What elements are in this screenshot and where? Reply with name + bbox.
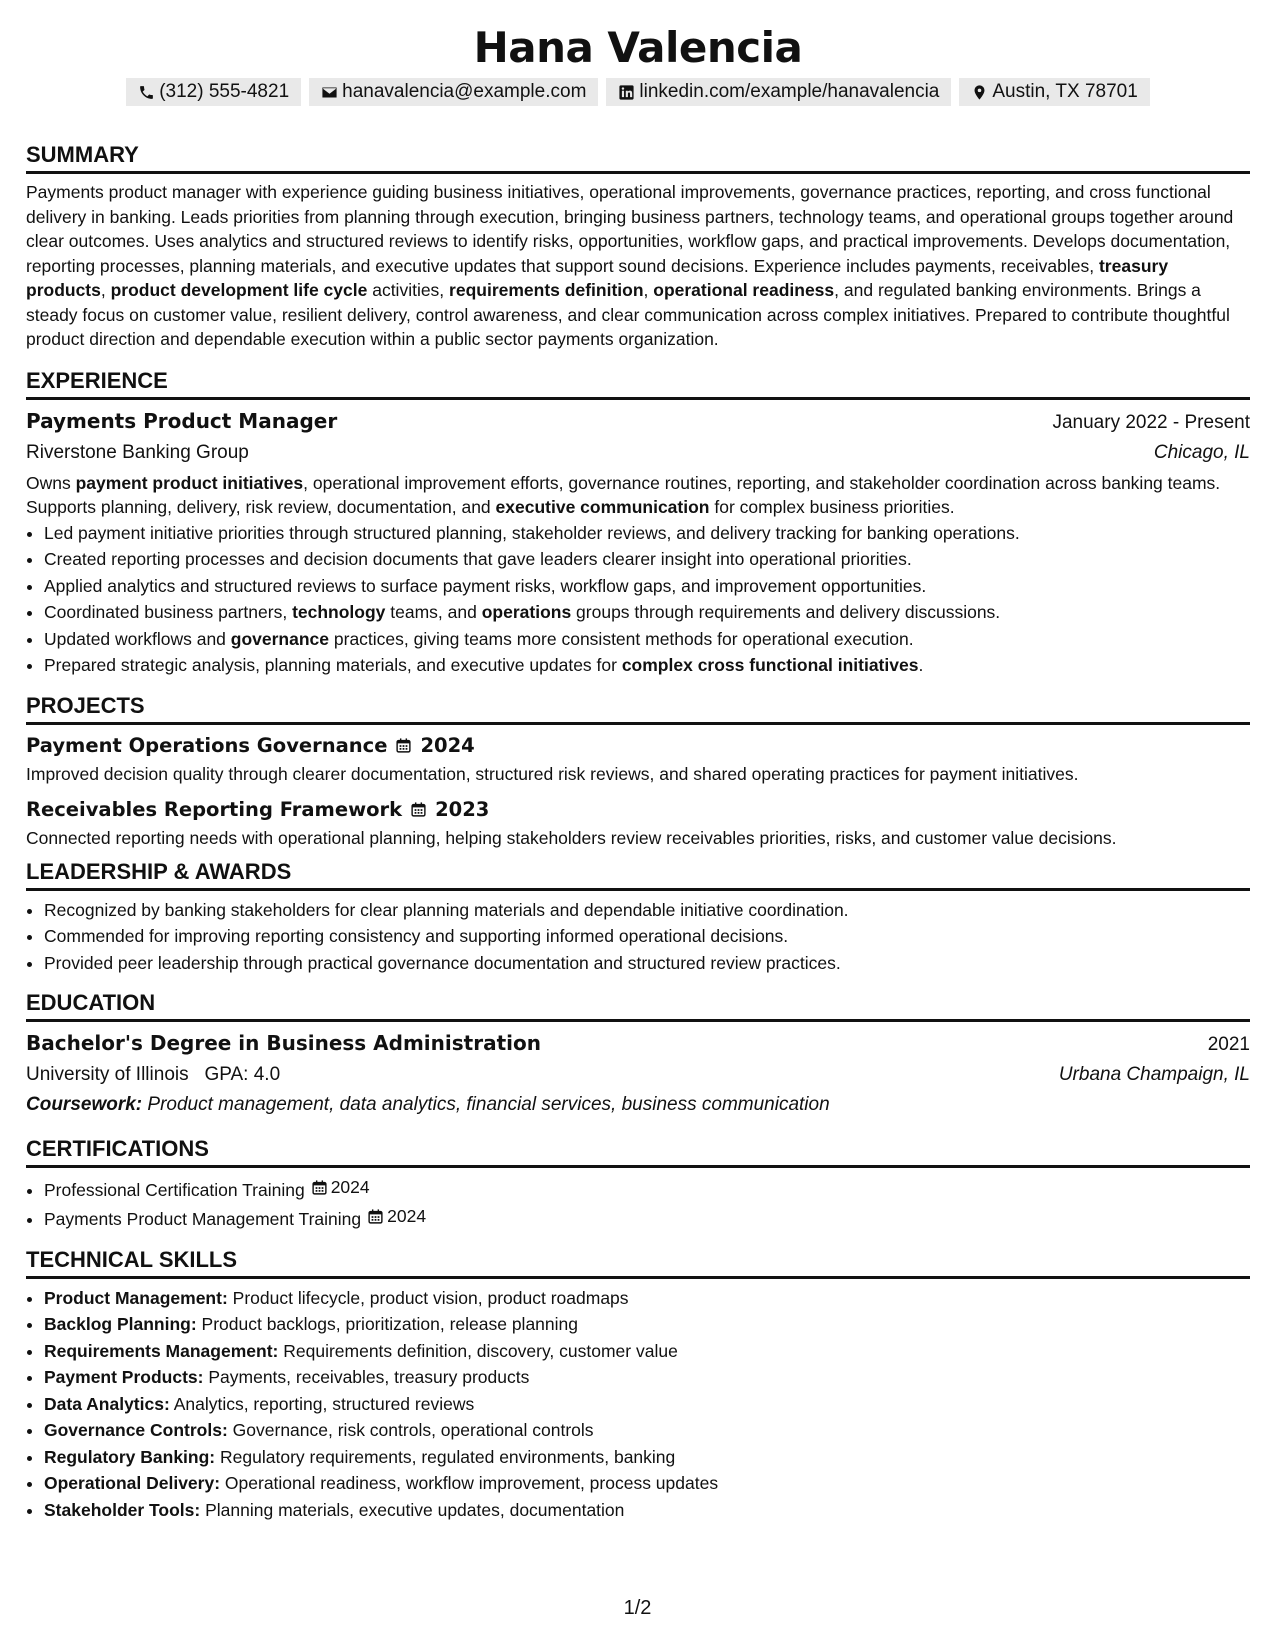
school-line [26,1060,280,1090]
skill-item [44,1444,1250,1471]
skill-value: Requirements definition, discovery, customer value [283,1340,678,1361]
calendar-icon [367,1208,384,1225]
job-bullet [44,520,1250,547]
section-title: CERTIFICATIONS [26,1136,1250,1168]
page-number: 1/2 [623,1597,652,1619]
text-run: , [643,280,654,300]
linkedin-text: linkedin.com/example/hanavalencia [639,81,940,102]
skill-label: Payment Products: [44,1367,204,1387]
text-run: Payments product manager with experience guiding business initiatives, operational improvements, governance practices, reporting, and cross functional delivery in banking. Leads priorities from planning through execution, bringing business partners, technology teams, and operational groups together around clear outcomes. Uses analytics and structured reviews to identify risks, opportunities, workflow gaps, and practical improvements. Develops documentation, reporting processes, planning materials, and executive updates that support sound decisions. Experience includes payments, receivables, [26,182,1234,276]
skill-value: Regulatory requirements, regulated environments, banking [220,1446,676,1467]
bold-keyword: complex cross functional initiatives [621,655,919,675]
bold-keyword: operations [481,602,572,622]
section-title: LEADERSHIP & AWARDS [26,859,1250,891]
job-bullet [44,626,1250,653]
bold-keyword: executive communication [495,497,710,517]
text-run: Updated workflows and [44,628,231,649]
skills-section [26,1247,1250,1524]
job-subheader [26,438,1250,468]
projects-section [26,693,1250,851]
skill-label: Governance Controls: [44,1420,228,1440]
skill-label: Requirements Management: [44,1340,279,1361]
education-header [26,1028,1250,1060]
section-title: TECHNICAL SKILLS [26,1247,1250,1279]
candidate-name: Hana Valencia [473,23,803,72]
skill-label: Data Analytics: [44,1393,170,1414]
contact-bar [26,78,1250,106]
section-title: PROJECTS [26,693,1250,725]
summary-section [26,142,1250,352]
project-description: Connected reporting needs with operational planning, helping stakeholders review receivables priorities, risks, and customer value decisions. [26,827,1117,848]
calendar-icon [410,801,427,818]
skill-label: Product Management: [44,1287,228,1308]
skill-value: Product backlogs, prioritization, release planning [201,1314,578,1334]
certification-name: Payments Product Management Training [44,1209,362,1229]
degree: Bachelor's Degree in Business Administration [26,1031,541,1055]
location-text: Austin, TX 78701 [992,81,1138,102]
job-dates: January 2022 - Present [1052,411,1250,433]
job-bullet [44,599,1250,626]
certification-date [311,1174,370,1201]
text-run: , operational improvement efforts, governance routines, reporting, and stakeholder coordination across banking teams. Supports planning, delivery, risk review, documentation, and [26,472,1221,517]
education-subheader [26,1060,1250,1090]
project-title [26,795,1250,825]
skill-item [44,1391,1250,1418]
skill-label: Operational Delivery: [44,1473,221,1493]
project-description: Improved decision quality through clearer documentation, structured risk reviews, and shared operating practices for payment initiatives. [26,763,1079,784]
text-run: activities, [367,280,450,300]
contact-phone[interactable] [126,78,301,106]
skill-item [44,1470,1250,1497]
certification-item [44,1203,1250,1232]
job-location: Chicago, IL [1153,441,1250,463]
text-run: . [918,655,924,675]
education-section [26,990,1250,1120]
certification-year: 2024 [330,1177,370,1197]
bold-keyword: technology [292,602,386,622]
section-title: EXPERIENCE [26,368,1250,400]
job-bullet [44,546,1250,573]
school-location: Urbana Champaign, IL [1058,1064,1250,1085]
bold-keyword: payment product initiatives [75,472,304,493]
skill-value: Governance, risk controls, operational controls [232,1420,594,1440]
award-item: • Commended for improving reporting consistency and supporting informed operational decisions. [44,923,1250,950]
bold-keyword: treasury products [26,255,1169,300]
project-title [26,731,1250,761]
job-title: Payments Product Manager [26,408,338,433]
project-name: Receivables Reporting Framework [26,797,403,821]
skill-label: Backlog Planning: [44,1314,197,1334]
certification-year: 2024 [387,1206,427,1227]
projects-list [26,731,1250,851]
skill-value: Product lifecycle, product vision, product roadmaps [232,1287,629,1308]
bold-keyword: governance [230,628,330,649]
text-run: Owns [26,472,76,493]
skills-list [26,1285,1250,1524]
experience-section [26,368,1250,679]
leadership-section [26,859,1250,977]
contact-linkedin[interactable] [606,78,951,106]
skill-item [44,1364,1250,1391]
skill-value: Operational readiness, workflow improvement, process updates [224,1473,719,1493]
text-run: Led payment initiative priorities through structured planning, stakeholder reviews, and delivery tracking for banking operations. [44,522,1020,543]
coursework-list: Product management, data analytics, financial services, business communication [147,1094,830,1115]
text-run: for complex business priorities. [709,497,955,517]
section-title: EDUCATION [26,990,1250,1022]
bold-keyword: operational readiness [653,280,835,300]
coursework-label: Coursework: [26,1094,143,1115]
gpa: GPA: 4.0 [204,1064,281,1085]
certifications-list [26,1174,1250,1233]
project-year: 2024 [420,733,475,757]
email-text: hanavalencia@example.com [342,81,587,102]
coursework [26,1090,1250,1120]
envelope-icon [321,84,338,101]
text-run: Coordinated business partners, [44,602,293,622]
skill-label: Stakeholder Tools: [44,1499,201,1520]
text-run: Applied analytics and structured reviews to surface payment risks, workflow gaps, and improvement opportunities. [44,575,927,596]
skill-item [44,1311,1250,1338]
phone-icon [138,84,155,101]
skill-value: Payments, receivables, treasury products [208,1367,530,1387]
skill-item [44,1338,1250,1365]
contact-location [959,78,1149,106]
certifications-section [26,1136,1250,1233]
resume-page [26,0,1250,1523]
location-pin-icon [971,84,988,101]
text-run: practices, giving teams more consistent methods for operational execution. [329,628,914,649]
text-run: groups through requirements and delivery discussions. [571,602,1001,622]
graduation-year: 2021 [1207,1034,1250,1055]
job-intro [26,471,1250,520]
phone-text: (312) 555-4821 [159,81,290,102]
skill-item [44,1417,1250,1444]
project-year: 2023 [435,797,490,821]
award-item: • Provided peer leadership through practical governance documentation and structured review practices. [44,950,1250,977]
skill-label: Regulatory Banking: [44,1446,216,1467]
text-run: Prepared strategic analysis, planning materials, and executive updates for [44,655,622,675]
text-run: Created reporting processes and decision documents that gave leaders clearer insight into operational priorities. [44,549,912,569]
bold-keyword: requirements definition [449,280,644,300]
calendar-icon [395,737,412,754]
skill-item [44,1497,1250,1524]
company-name: Riverstone Banking Group [26,441,249,463]
certification-date [367,1203,426,1230]
project-name: Payment Operations Governance [26,733,388,757]
summary-text [26,180,1250,352]
skill-value: Planning materials, executive updates, documentation [205,1499,625,1520]
text-run: teams, and [385,602,482,622]
text-run: , [100,280,111,300]
job-header [26,406,1250,438]
text-run: , and regulated banking environments. Brings a steady focus on customer value, resilient delivery, control awareness, and clear communication across complex initiatives. Prepared to contribute thoughtful product direction and dependable execution within a public sector payments organization. [26,280,1230,349]
skill-item [44,1285,1250,1312]
bold-keyword: product development life cycle [110,280,368,300]
skill-value: Analytics, reporting, structured reviews [173,1393,475,1414]
award-item: • Recognized by banking stakeholders for clear planning materials and dependable initiative coordination. [44,897,1250,924]
leadership-list [26,897,1250,977]
contact-email[interactable] [309,78,598,106]
certification-item [44,1174,1250,1203]
section-title: SUMMARY [26,142,1250,174]
calendar-icon [311,1179,328,1196]
linkedin-icon [618,84,635,101]
job-bullet [44,652,1250,679]
job-bullet [44,573,1250,600]
certification-name: Professional Certification Training [44,1179,305,1200]
school-name: University of Illinois [26,1064,189,1085]
job-bullets [26,520,1250,679]
